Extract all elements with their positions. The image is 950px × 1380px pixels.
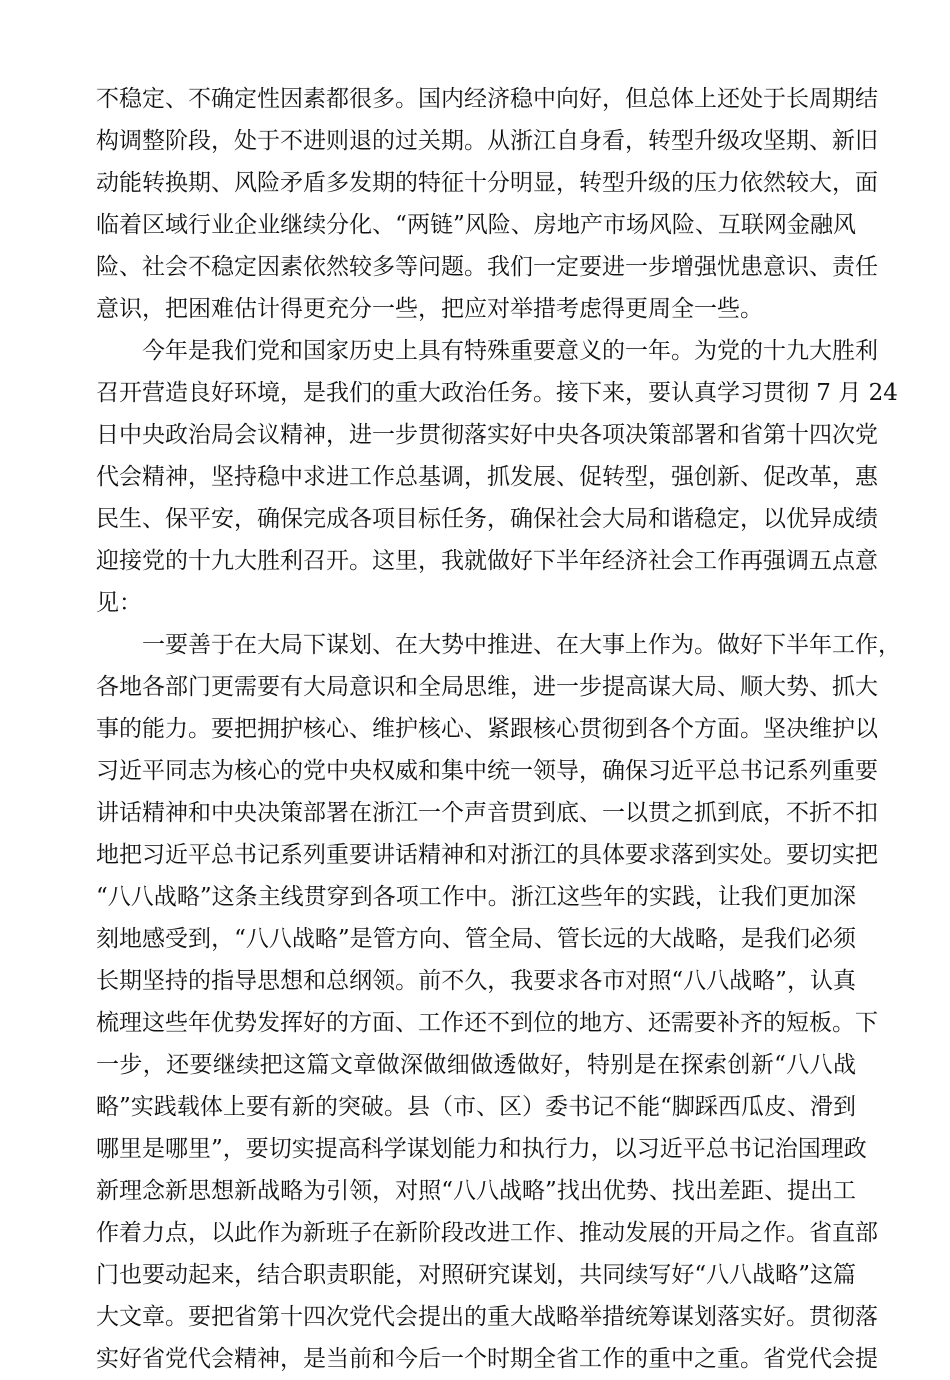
- text-line-6: 意识，把困难估计得更充分一些，把应对举措考虑得更周全一些。: [96, 296, 763, 322]
- text-line-25: 略”实践载体上要有新的突破。县（市、区）委书记不能“脚踩西瓜皮、滑到: [96, 1094, 856, 1120]
- text-line-28: 作着力点，以此作为新班子在新阶段改进工作、推动发展的开局之作。省直部: [96, 1220, 878, 1246]
- text-line-26: 哪里是哪里”，要切实提高科学谋划能力和执行力，以习近平总书记治国理政: [96, 1136, 867, 1162]
- text-line-19: 地把习近平总书记系列重要讲话精神和对浙江的具体要求落到实处。要切实把: [96, 842, 878, 868]
- text-line-10: 代会精神，坚持稳中求进工作总基调，抓发展、促转型，强创新、促改革，惠: [96, 464, 878, 490]
- text-line-20: “八八战略”这条主线贯穿到各项工作中。浙江这些年的实践，让我们更加深: [96, 884, 856, 910]
- text-line-4: 临着区域行业企业继续分化、“两链”风险、房地产市场风险、互联网金融风: [96, 212, 856, 238]
- paragraph-3-first-line: 一要善于在大局下谋划、在大势中推进、在大事上作为。做好下半年工作，: [142, 632, 901, 658]
- text-line-22: 长期坚持的指导思想和总纲领。前不久，我要求各市对照“八八战略”，认真: [96, 968, 856, 994]
- text-line-30: 大文章。要把省第十四次党代会提出的重大战略举措统筹谋划落实好。贯彻落: [96, 1304, 878, 1330]
- text-line-11: 民生、保平安，确保完成各项目标任务，确保社会大局和谐稳定，以优异成绩: [96, 506, 878, 532]
- text-line-23: 梳理这些年优势发挥好的方面、工作还不到位的地方、还需要补齐的短板。下: [96, 1010, 878, 1036]
- text-line-31: 实好省党代会精神，是当前和今后一个时期全省工作的重中之重。省党代会提: [96, 1346, 878, 1372]
- text-line-2: 构调整阶段，处于不进则退的过关期。从浙江自身看，转型升级攻坚期、新旧: [96, 128, 878, 154]
- text-line-1: 不稳定、不确定性因素都很多。国内经济稳中向好，但总体上还处于长周期结: [96, 86, 878, 112]
- text-line-13: 见：: [96, 590, 142, 616]
- text-line-5: 险、社会不稳定因素依然较多等问题。我们一定要进一步增强忧患意识、责任: [96, 254, 878, 280]
- text-line-17: 习近平同志为核心的党中央权威和集中统一领导，确保习近平总书记系列重要: [96, 758, 878, 784]
- text-line-16: 事的能力。要把拥护核心、维护核心、紧跟核心贯彻到各个方面。坚决维护以: [96, 716, 878, 742]
- text-line-21: 刻地感受到，“八八战略”是管方向、管全局、管长远的大战略，是我们必须: [96, 926, 856, 952]
- text-line-8: 召开营造良好环境，是我们的重大政治任务。接下来，要认真学习贯彻 7 月 24: [96, 380, 898, 406]
- text-line-27: 新理念新思想新战略为引领，对照“八八战略”找出优势、找出差距、提出工: [96, 1178, 856, 1204]
- text-line-9: 日中央政治局会议精神，进一步贯彻落实好中央各项决策部署和省第十四次党: [96, 422, 878, 448]
- text-line-3: 动能转换期、风险矛盾多发期的特征十分明显，转型升级的压力依然较大，面: [96, 170, 878, 196]
- text-line-29: 门也要动起来，结合职责职能，对照研究谋划，共同续写好“八八战略”这篇: [96, 1262, 856, 1288]
- text-line-12: 迎接党的十九大胜利召开。这里，我就做好下半年经济社会工作再强调五点意: [96, 548, 878, 574]
- paragraph-2-first-line: 今年是我们党和国家历史上具有特殊重要意义的一年。为党的十九大胜利: [142, 338, 878, 364]
- text-line-24: 一步，还要继续把这篇文章做深做细做透做好，特别是在探索创新“八八战: [96, 1052, 856, 1078]
- text-line-15: 各地各部门更需要有大局意识和全局思维，进一步提高谋大局、顺大势、抓大: [96, 674, 878, 700]
- text-line-18: 讲话精神和中央决策部署在浙江一个声音贯到底、一以贯之抓到底，不折不扣: [96, 800, 878, 826]
